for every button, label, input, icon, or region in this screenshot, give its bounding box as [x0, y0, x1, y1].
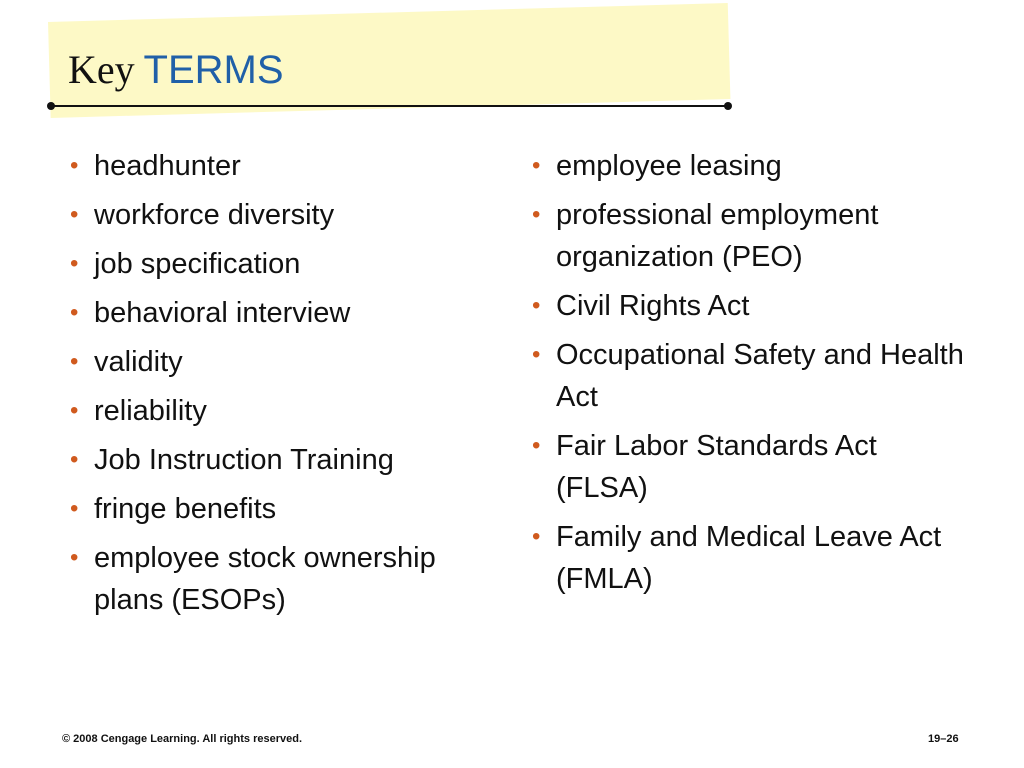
- bullet-icon: •: [70, 299, 79, 326]
- bullet-icon: •: [70, 495, 79, 522]
- term-text: fringe benefits: [94, 493, 277, 525]
- term-text: validity: [94, 346, 183, 378]
- term-text: Job Instruction Training: [94, 444, 394, 476]
- slide-title: [68, 47, 284, 92]
- bullet-icon: •: [532, 341, 541, 368]
- page-number: 19–26: [928, 733, 959, 745]
- bullet-icon: •: [532, 432, 541, 459]
- bullet-icon: •: [70, 152, 79, 179]
- underline-right-dot: [724, 102, 732, 110]
- title-key: Key: [68, 47, 135, 92]
- term-text: Occupational Safety and Health Act: [556, 339, 964, 413]
- list-item: [70, 488, 510, 530]
- term-text: reliability: [94, 395, 207, 427]
- underline-left-dot: [47, 102, 55, 110]
- list-item: [532, 334, 972, 418]
- list-item: [532, 145, 972, 187]
- term-text: professional employment organization (PEO): [556, 199, 879, 273]
- bullet-icon: •: [70, 250, 79, 277]
- bullet-icon: •: [532, 201, 541, 228]
- term-text: Fair Labor Standards Act (FLSA): [556, 430, 877, 504]
- list-item: [70, 390, 510, 432]
- right-term-list: [532, 145, 972, 607]
- bullet-icon: •: [70, 446, 79, 473]
- bullet-icon: •: [70, 348, 79, 375]
- bullet-icon: •: [532, 523, 541, 550]
- term-text: job specification: [94, 248, 301, 280]
- list-item: [532, 516, 972, 600]
- list-item: [70, 243, 510, 285]
- term-text: Family and Medical Leave Act (FMLA): [556, 521, 942, 595]
- bullet-icon: •: [70, 201, 79, 228]
- list-item: [70, 145, 510, 187]
- term-text: Civil Rights Act: [556, 290, 750, 322]
- list-item: [70, 341, 510, 383]
- bullet-icon: •: [532, 152, 541, 179]
- bullet-icon: •: [70, 544, 79, 571]
- list-item: [532, 194, 972, 278]
- title-terms: TERMS: [143, 48, 284, 92]
- copyright-notice: © 2008 Cengage Learning. All rights reserved.: [62, 733, 303, 745]
- term-text: behavioral interview: [94, 297, 351, 329]
- title-underline: [50, 105, 728, 107]
- list-item: [70, 439, 510, 481]
- list-item: [532, 425, 972, 509]
- bullet-icon: •: [70, 397, 79, 424]
- list-item: [70, 537, 510, 621]
- list-item: [532, 285, 972, 327]
- left-term-list: [70, 145, 510, 628]
- term-text: employee leasing: [556, 150, 782, 182]
- list-item: [70, 292, 510, 334]
- term-text: workforce diversity: [94, 199, 335, 231]
- list-item: [70, 194, 510, 236]
- term-text: headhunter: [94, 150, 241, 182]
- bullet-icon: •: [532, 292, 541, 319]
- term-text: employee stock ownership plans (ESOPs): [94, 542, 436, 616]
